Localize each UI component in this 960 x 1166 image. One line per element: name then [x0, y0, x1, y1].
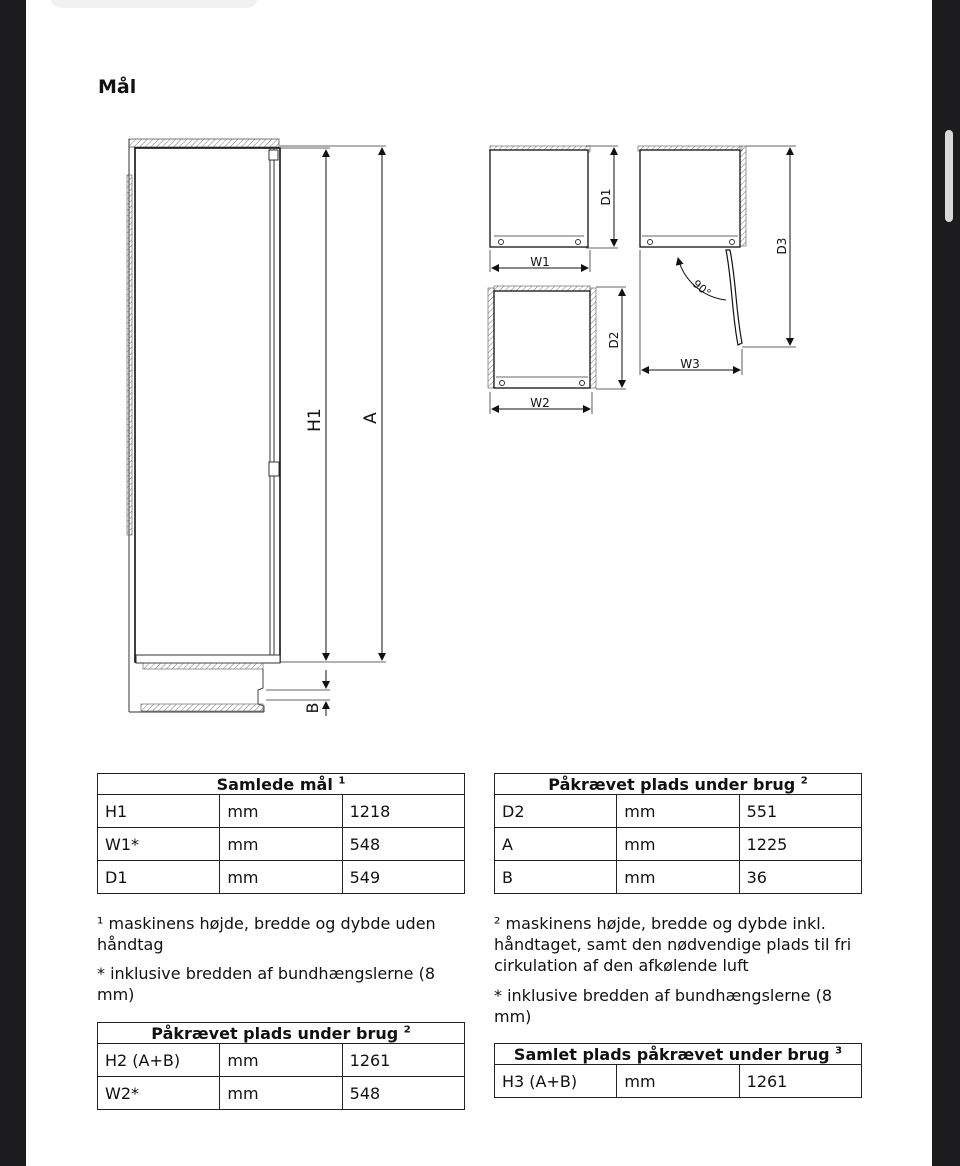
label-angle: 90°	[690, 277, 714, 300]
top-view-w2-d2	[488, 286, 626, 414]
table-title: Samlet plads påkrævet under brug $^3$	[495, 1044, 862, 1065]
table-required-space-left	[97, 1022, 465, 1110]
table-title: Påkrævet plads under brug $^2$	[495, 774, 862, 795]
scrollbar[interactable]	[932, 0, 960, 1166]
label-w3: W3	[680, 357, 700, 371]
table-row: W1* mm 548	[98, 828, 465, 861]
top-view-w3-d3	[638, 146, 796, 375]
label-w2: W2	[530, 396, 550, 410]
footnote-1-star: * inklusive bredden af bundhængslerne (8 mm)	[97, 964, 435, 1004]
top-view-w1-d1	[490, 146, 618, 272]
table-row: H3 (A+B) mm 1261	[495, 1065, 862, 1098]
footnote-1: ¹ maskinens højde, bredde og dybde uden håndtag	[97, 914, 436, 954]
label-h1: H1	[305, 408, 325, 432]
table-total-space	[494, 1043, 862, 1098]
fridge-front-view	[127, 139, 280, 712]
label-d1: D1	[599, 188, 613, 206]
footnote-2: ² maskinens højde, bredde og dybde inkl. håndtaget, samt den nødvendige plads til fri cirkulation af den afkølende luft	[494, 914, 852, 975]
height-dimensions	[266, 146, 386, 716]
table-title: Påkrævet plads under brug $^2$	[98, 1023, 465, 1044]
table-row: H1 mm 1218	[98, 795, 465, 828]
table-required-space-right	[494, 773, 862, 894]
label-d3: D3	[775, 237, 789, 255]
footnote-2-star: * inklusive bredden af bundhængslerne (8 mm)	[494, 986, 832, 1026]
table-row: W2* mm 548	[98, 1077, 465, 1110]
document-page	[26, 0, 932, 1166]
table-row: D2 mm 551	[495, 795, 862, 828]
label-a: A	[361, 412, 381, 424]
table-overall-dimensions	[97, 773, 465, 894]
table-row: H2 (A+B) mm 1261	[98, 1044, 465, 1077]
scrollbar-thumb[interactable]	[945, 130, 953, 222]
table-title: Samlede mål $^1$	[98, 774, 465, 795]
dimension-drawing	[26, 0, 932, 740]
label-d2: D2	[607, 331, 621, 349]
table-row: D1 mm 549	[98, 861, 465, 894]
section-title: Mål	[98, 76, 137, 98]
table-row: A mm 1225	[495, 828, 862, 861]
label-b: B	[303, 702, 322, 714]
table-row: B mm 36	[495, 861, 862, 894]
label-w1: W1	[530, 255, 550, 269]
